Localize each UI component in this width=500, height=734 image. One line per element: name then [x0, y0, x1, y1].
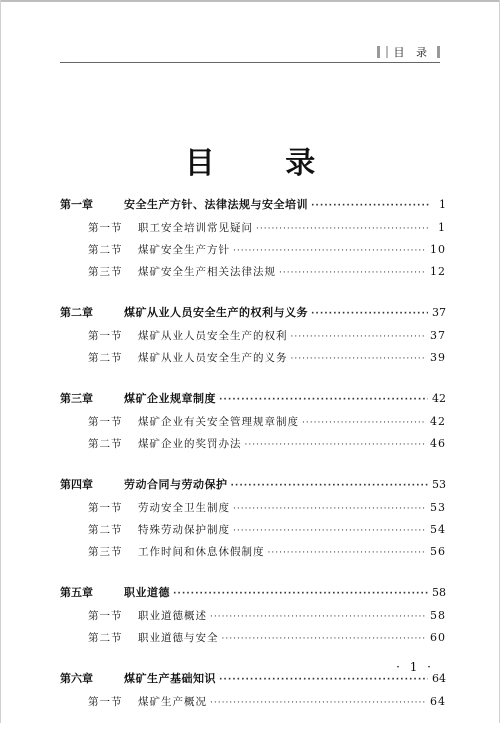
entry-title: 特殊劳动保护制度 [138, 524, 230, 536]
entry-number: 第二节 [88, 524, 123, 536]
entry-page-number: 1 [439, 198, 446, 211]
dot-leader [302, 418, 426, 428]
entry-page-number: 58 [432, 586, 446, 599]
entry-number: 第六章 [60, 672, 93, 685]
entry-title: 煤矿企业有关安全管理规章制度 [138, 416, 299, 428]
toc-section-entry[interactable] [60, 630, 446, 652]
entry-page-number: 37 [430, 329, 446, 342]
entry-number: 第一节 [88, 416, 123, 428]
entry-page-number: 1 [438, 221, 446, 234]
header-bar-left [377, 46, 380, 58]
page-title: 目 录 [184, 146, 346, 181]
toc-chapter-entry[interactable] [60, 584, 446, 608]
entry-title: 煤矿生产基础知识 [124, 672, 216, 685]
entry-number: 第二节 [88, 632, 123, 644]
dot-leader [291, 332, 427, 342]
running-title: 目 录 [393, 46, 431, 59]
toc-section-entry[interactable] [60, 414, 446, 436]
entry-number: 第二节 [88, 352, 123, 364]
chapter-block [60, 584, 446, 652]
entry-title: 工作时间和休息休假制度 [138, 546, 265, 558]
toc-section-entry[interactable] [60, 544, 446, 566]
entry-page-number: 42 [432, 392, 446, 405]
header-bar-left-thin [386, 46, 388, 58]
toc-section-entry[interactable] [60, 522, 446, 544]
header-rule [60, 62, 440, 63]
chapter-block [60, 304, 446, 372]
entry-number: 第一节 [88, 502, 123, 514]
dot-leader [233, 246, 426, 256]
header-bar-right [437, 46, 440, 58]
toc-chapter-entry[interactable] [60, 304, 446, 328]
chapter-block [60, 670, 446, 716]
toc-section-entry[interactable] [60, 350, 446, 372]
toc-section-entry[interactable] [60, 608, 446, 630]
entry-number: 第三节 [88, 266, 123, 278]
page-left-border [0, 0, 1, 723]
entry-number: 第一节 [88, 330, 123, 342]
dot-leader [245, 440, 427, 450]
toc-section-entry[interactable] [60, 500, 446, 522]
entry-title: 职业道德概述 [138, 610, 207, 622]
entry-page-number: 39 [430, 351, 446, 364]
dot-leader [279, 268, 426, 278]
entry-page-number: 46 [430, 437, 446, 450]
dot-leader [311, 201, 430, 211]
chapter-block [60, 476, 446, 566]
entry-number: 第一节 [88, 222, 123, 234]
entry-page-number: 64 [430, 695, 446, 708]
chapter-block [60, 196, 446, 286]
entry-number: 第一节 [88, 696, 123, 708]
toc-chapter-entry[interactable] [60, 390, 446, 414]
entry-number: 第二章 [60, 306, 93, 319]
entry-title: 劳动合同与劳动保护 [124, 478, 228, 491]
entry-page-number: 37 [432, 306, 446, 319]
page-top-border [0, 0, 500, 2]
entry-page-number: 64 [432, 672, 446, 685]
entry-page-number: 53 [430, 501, 446, 514]
entry-page-number: 12 [430, 265, 446, 278]
toc-section-entry[interactable] [60, 436, 446, 458]
entry-page-number: 10 [430, 243, 446, 256]
entry-number: 第二节 [88, 438, 123, 450]
toc-section-entry[interactable] [60, 328, 446, 350]
table-of-contents [60, 196, 446, 734]
dot-leader [219, 675, 428, 685]
entry-title: 煤矿从业人员安全生产的权利与义务 [124, 306, 308, 319]
entry-page-number: 54 [430, 523, 446, 536]
page-number: · 1 · [396, 660, 434, 674]
entry-title: 职业道德 [124, 586, 170, 599]
toc-chapter-entry[interactable] [60, 196, 446, 220]
entry-number: 第五章 [60, 586, 93, 599]
dot-leader [210, 612, 426, 622]
entry-number: 第一节 [88, 610, 123, 622]
entry-page-number: 58 [430, 609, 446, 622]
toc-section-entry[interactable] [60, 264, 446, 286]
entry-number: 第三节 [88, 546, 123, 558]
entry-page-number: 60 [430, 631, 446, 644]
entry-number: 第二节 [88, 244, 123, 256]
entry-title: 煤矿从业人员安全生产的权利 [138, 330, 288, 342]
entry-number: 第一章 [60, 198, 93, 211]
entry-title: 安全生产方针、法律法规与安全培训 [124, 198, 308, 211]
entry-page-number: 42 [430, 415, 446, 428]
entry-number: 第三章 [60, 392, 93, 405]
entry-title: 煤矿企业的奖罚办法 [138, 438, 242, 450]
entry-title: 煤矿从业人员安全生产的义务 [138, 352, 288, 364]
dot-leader [233, 526, 426, 536]
dot-leader [222, 634, 427, 644]
dot-leader [210, 698, 426, 708]
dot-leader [268, 548, 427, 558]
dot-leader [311, 309, 428, 319]
entry-page-number: 53 [432, 478, 446, 491]
entry-title: 煤矿安全生产相关法律法规 [138, 266, 276, 278]
dot-leader [291, 354, 427, 364]
toc-section-entry[interactable] [60, 242, 446, 264]
toc-section-entry[interactable] [60, 694, 446, 716]
dot-leader [233, 504, 426, 514]
entry-number: 第四章 [60, 478, 93, 491]
entry-title: 劳动安全卫生制度 [138, 502, 230, 514]
entry-title: 职工安全培训常见疑问 [138, 222, 253, 234]
entry-title: 煤矿企业规章制度 [124, 392, 216, 405]
dot-leader [231, 481, 429, 491]
dot-leader [256, 224, 430, 234]
dot-leader [219, 395, 428, 405]
toc-chapter-entry[interactable] [60, 670, 446, 694]
toc-section-entry[interactable] [60, 220, 446, 242]
toc-chapter-entry[interactable] [60, 476, 446, 500]
entry-title: 煤矿安全生产方针 [138, 244, 230, 256]
dot-leader [173, 589, 428, 599]
running-header [377, 44, 441, 60]
chapter-block [60, 390, 446, 458]
entry-page-number: 56 [430, 545, 446, 558]
entry-title: 职业道德与安全 [138, 632, 219, 644]
entry-title: 煤矿生产概况 [138, 696, 207, 708]
